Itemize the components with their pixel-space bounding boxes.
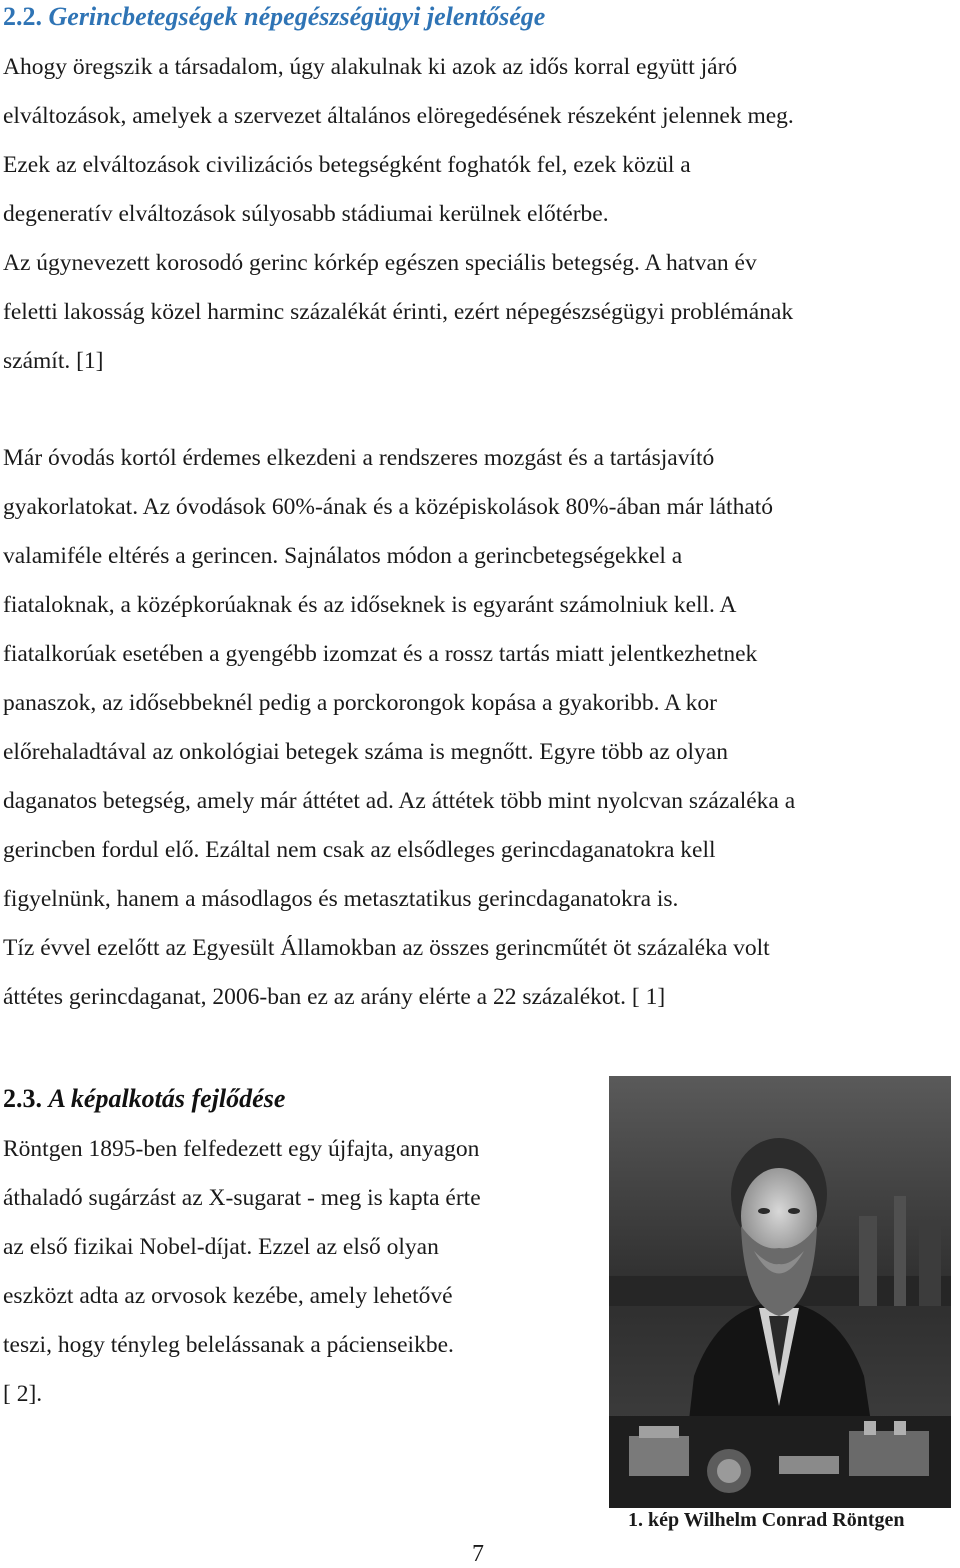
rontgen-photo <box>609 1076 951 1508</box>
text-line: feletti lakosság közel harminc százalékát érinti, ezért népegészségügyi problémának <box>3 299 794 325</box>
text-line: elváltozások, amelyek a szervezet általános elöregedésének részeként jelennek meg. <box>3 103 794 129</box>
text-line: Tíz évvel ezelőtt az Egyesült Államokban az összes gerincműtét öt százaléka volt <box>3 935 770 961</box>
paragraph-prevention <box>3 434 958 1022</box>
text-line: figyelnünk, hanem a másodlagos és metasztatikus gerincdaganatokra is. <box>3 886 679 912</box>
page-number: 7 <box>472 1541 484 1567</box>
text-line: áthaladó sugárzást az X-sugarat - meg is kapta érte <box>3 1185 481 1211</box>
section-number: 2.2. <box>3 2 42 31</box>
text-line: előrehaladtával az onkológiai betegek száma is megnőtt. Egyre több az olyan <box>3 739 728 765</box>
text-line: daganatos betegség, amely már áttétet ad. Az áttétek több mint nyolcvan százaléka a <box>3 788 796 814</box>
text-line: gerincben fordul elő. Ezáltal nem csak az elsődleges gerincdaganatokra kell <box>3 837 716 863</box>
text-line: degeneratív elváltozások súlyosabb stádiumai kerülnek előtérbe. <box>3 201 609 227</box>
text-line: [ 2]. <box>3 1381 43 1407</box>
text-line: eszközt adta az orvosok kezébe, amely lehetővé <box>3 1283 453 1309</box>
paragraph-imaging-history <box>3 1125 593 1419</box>
text-line: az első fizikai Nobel-díjat. Ezzel az első olyan <box>3 1234 439 1260</box>
text-line: teszi, hogy tényleg belelássanak a pácienseikbe. <box>3 1332 454 1358</box>
text-line: Ahogy öregszik a társadalom, úgy alakulnak ki azok az idős korral együtt járó <box>3 54 738 80</box>
text-line: Az úgynevezett korosodó gerinc kórkép egészen speciális betegség. A hatvan év <box>3 250 757 276</box>
paragraph-aging-spine <box>3 43 958 386</box>
section-title: Gerincbetegségek népegészségügyi jelentősége <box>48 2 546 31</box>
text-line: számít. [1] <box>3 348 104 374</box>
text-line: Ezek az elváltozások civilizációs betegségként foghatók fel, ezek közül a <box>3 152 691 178</box>
section-number: 2.3. <box>3 1084 42 1113</box>
text-line: áttétes gerincdaganat, 2006-ban ez az arány elérte a 22 százalékot. [ 1] <box>3 984 666 1010</box>
text-line: Már óvodás kortól érdemes elkezdeni a rendszeres mozgást és a tartásjavító <box>3 445 715 471</box>
section-title: A képalkotás fejlődése <box>48 1084 286 1113</box>
text-line: gyakorlatokat. Az óvodások 60%-ának és a középiskolások 80%-ában már látható <box>3 494 774 520</box>
text-line: fiatalkorúak esetében a gyengébb izomzat és a rossz tartás miatt jelentkezhetnek <box>3 641 758 667</box>
text-line: Röntgen 1895-ben felfedezett egy újfajta, anyagon <box>3 1136 480 1162</box>
text-line: valamiféle eltérés a gerincen. Sajnálatos módon a gerincbetegségekkel a <box>3 543 683 569</box>
text-line: panaszok, az idősebbeknél pedig a porckorongok kopása a gyakoribb. A kor <box>3 690 717 716</box>
section-heading-2-2 <box>3 0 545 34</box>
figure-caption: 1. kép Wilhelm Conrad Röntgen <box>628 1509 905 1531</box>
section-heading-2-3 <box>3 1082 285 1116</box>
text-line: fiataloknak, a középkorúaknak és az időseknek is egyaránt számolniuk kell. A <box>3 592 737 618</box>
